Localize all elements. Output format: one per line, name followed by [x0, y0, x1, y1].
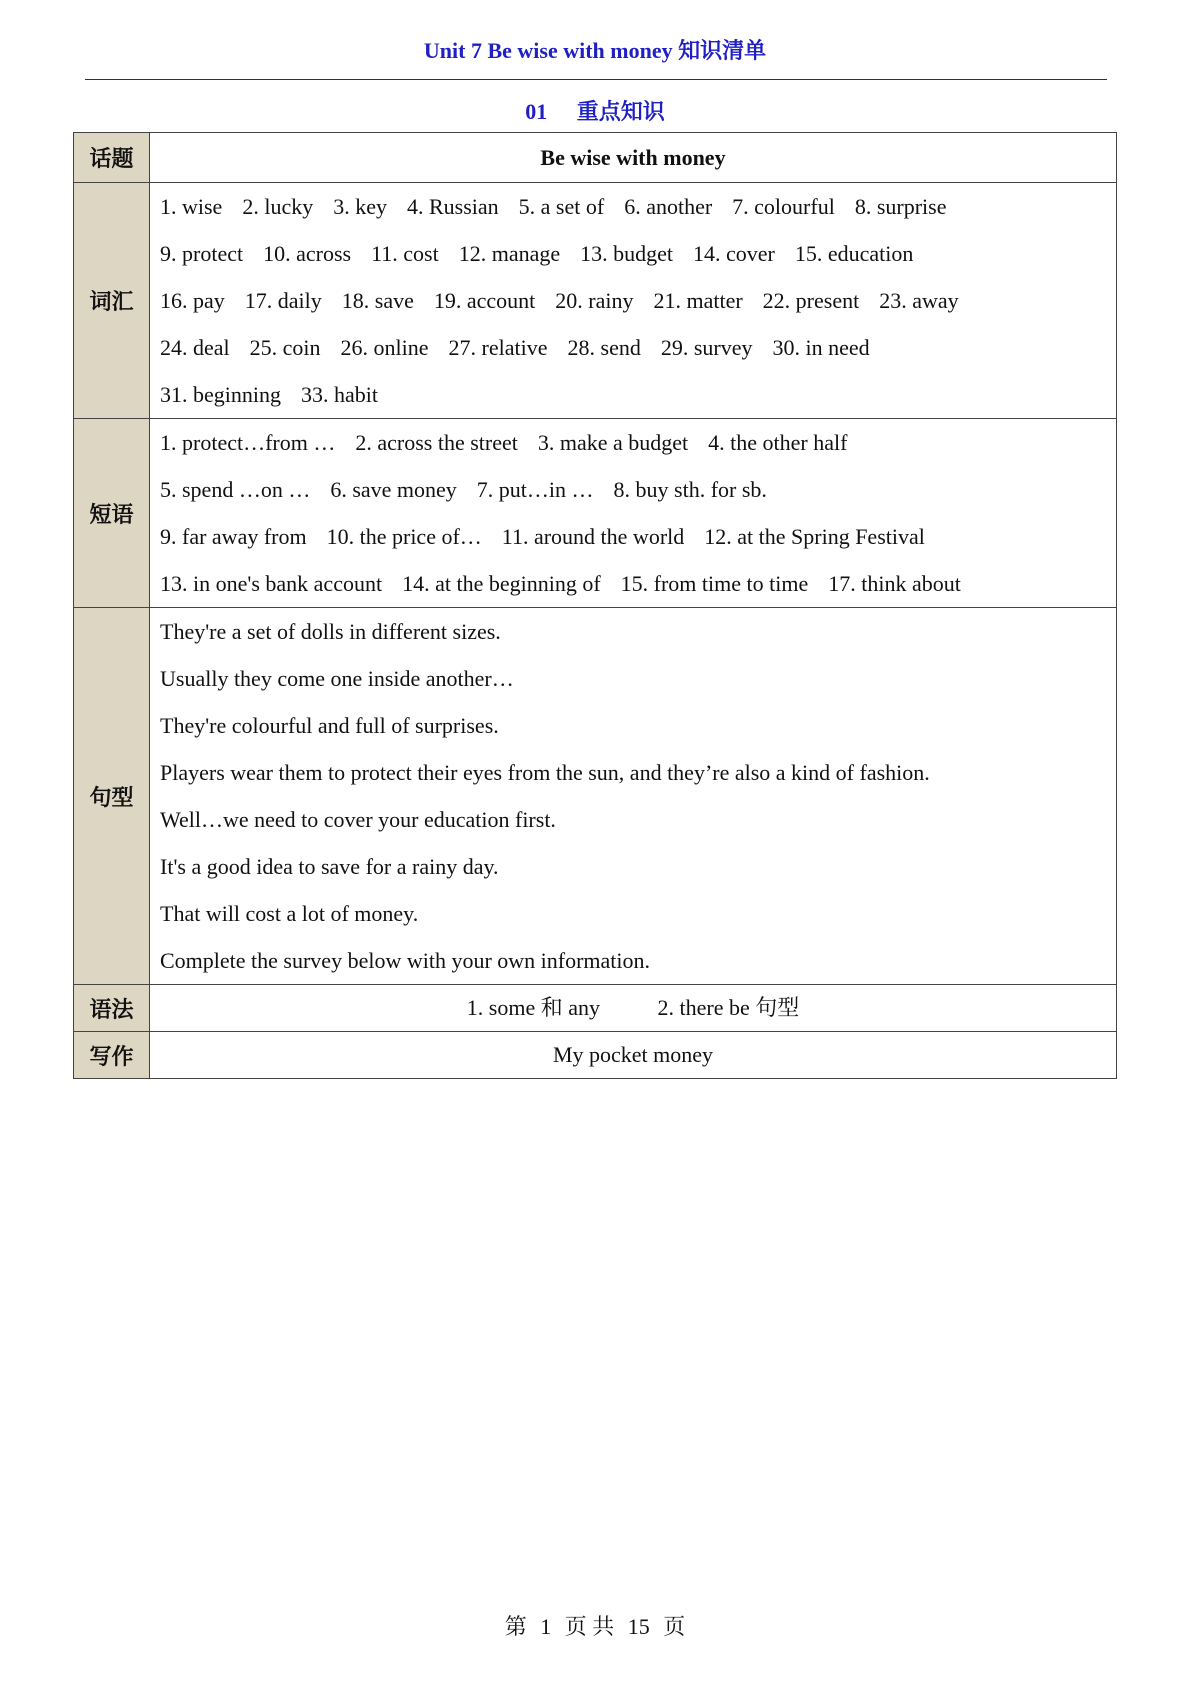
phrase-item: 3. make a budget — [537, 430, 689, 455]
vocab-row — [74, 183, 1117, 419]
phrases-content — [150, 419, 1117, 608]
sentences-row — [74, 608, 1117, 985]
phrase-line — [160, 466, 1106, 513]
vocab-item: 21. matter — [653, 288, 743, 313]
phrase-item: 6. save money — [330, 477, 457, 502]
vocab-item: 8. surprise — [854, 194, 947, 219]
phrase-item: 17. think about — [828, 571, 961, 596]
page-current: 1 — [540, 1614, 552, 1639]
vocab-content — [150, 183, 1117, 419]
writing-label: 写作 — [74, 1032, 150, 1079]
topic-label: 话题 — [74, 133, 150, 183]
vocab-item: 13. budget — [580, 241, 673, 266]
knowledge-table — [73, 132, 1117, 1079]
phrase-line — [160, 560, 1106, 607]
vocab-item: 10. across — [263, 241, 352, 266]
phrase-line — [160, 419, 1106, 466]
vocab-item: 15. education — [794, 241, 914, 266]
phrase-item: 4. the other half — [708, 430, 848, 455]
phrase-item: 15. from time to time — [620, 571, 809, 596]
grammar-label: 语法 — [74, 985, 150, 1032]
vocab-line — [160, 371, 1106, 418]
phrase-item: 12. at the Spring Festival — [704, 524, 925, 549]
sentence-line: Players wear them to protect their eyes from the sun, and they’re also a kind of fashion. — [160, 760, 930, 785]
sentences-label: 句型 — [74, 608, 150, 985]
vocab-item: 12. manage — [458, 241, 561, 266]
vocab-line — [160, 277, 1106, 324]
sentences-content — [150, 608, 1117, 985]
page-middle: 页 共 — [564, 1614, 615, 1639]
sentence-line: Usually they come one inside another… — [160, 666, 514, 691]
topic-value: Be wise with money — [150, 133, 1117, 183]
vocab-item: 31. beginning — [160, 382, 281, 407]
vocab-item: 7. colourful — [732, 194, 835, 219]
writing-value: My pocket money — [150, 1032, 1117, 1079]
vocab-item: 22. present — [762, 288, 860, 313]
vocab-line — [160, 183, 1106, 230]
phrase-line — [160, 513, 1106, 560]
section-number: 01 — [525, 99, 548, 124]
writing-row — [74, 1032, 1117, 1079]
page-suffix: 页 — [663, 1614, 686, 1639]
vocab-item: 25. coin — [249, 335, 321, 360]
sentence-line: Complete the survey below with your own information. — [160, 948, 651, 973]
vocab-item: 4. Russian — [406, 194, 499, 219]
sentence-line: Well…we need to cover your education first. — [160, 807, 556, 832]
phrase-item: 11. around the world — [501, 524, 685, 549]
vocab-item: 19. account — [433, 288, 536, 313]
vocab-item: 18. save — [341, 288, 414, 313]
vocab-item: 17. daily — [244, 288, 322, 313]
phrases-label: 短语 — [74, 419, 150, 608]
vocab-line — [160, 324, 1106, 371]
grammar-item: 2. there be 句型 — [657, 995, 800, 1020]
topic-row — [74, 133, 1117, 183]
vocab-line — [160, 230, 1106, 277]
phrase-item: 7. put…in … — [476, 477, 594, 502]
phrase-item: 10. the price of… — [326, 524, 482, 549]
vocab-item: 2. lucky — [242, 194, 314, 219]
section-label: 重点知识 — [576, 99, 665, 124]
phrase-item: 1. protect…from … — [160, 430, 336, 455]
sentence-line: They're colourful and full of surprises. — [160, 713, 499, 738]
vocab-item: 6. another — [624, 194, 713, 219]
grammar-row — [74, 985, 1117, 1032]
vocab-item: 27. relative — [448, 335, 548, 360]
vocab-item: 28. send — [567, 335, 641, 360]
page-footer — [0, 1610, 1190, 1641]
page-total: 15 — [627, 1614, 650, 1639]
vocab-item: 23. away — [879, 288, 959, 313]
vocab-item: 9. protect — [160, 241, 244, 266]
vocab-label: 词汇 — [74, 183, 150, 419]
phrase-item: 8. buy sth. for sb. — [613, 477, 767, 502]
sentence-line: That will cost a lot of money. — [160, 901, 419, 926]
vocab-item: 33. habit — [301, 382, 378, 407]
grammar-content — [150, 985, 1117, 1032]
page-prefix: 第 — [504, 1614, 527, 1639]
vocab-item: 26. online — [340, 335, 429, 360]
phrases-row — [74, 419, 1117, 608]
sentence-line: They're a set of dolls in different sizes. — [160, 619, 501, 644]
vocab-item: 5. a set of — [518, 194, 605, 219]
vocab-item: 20. rainy — [555, 288, 634, 313]
document-title: Unit 7 Be wise with money 知识清单 — [423, 38, 767, 63]
phrase-item: 13. in one's bank account — [160, 571, 383, 596]
phrase-item: 5. spend …on … — [160, 477, 311, 502]
title-divider — [85, 79, 1107, 80]
vocab-item: 16. pay — [160, 288, 225, 313]
vocab-item: 14. cover — [693, 241, 775, 266]
vocab-item: 30. in need — [772, 335, 870, 360]
phrase-item: 14. at the beginning of — [402, 571, 601, 596]
section-title — [0, 95, 1190, 126]
phrase-item: 9. far away from — [160, 524, 307, 549]
phrase-item: 2. across the street — [355, 430, 518, 455]
vocab-item: 1. wise — [160, 194, 223, 219]
vocab-item: 29. survey — [660, 335, 753, 360]
vocab-item: 11. cost — [371, 241, 439, 266]
vocab-item: 3. key — [333, 194, 387, 219]
sentence-line: It's a good idea to save for a rainy day. — [160, 854, 499, 879]
grammar-item: 1. some 和 any — [466, 995, 600, 1020]
vocab-item: 24. deal — [160, 335, 230, 360]
